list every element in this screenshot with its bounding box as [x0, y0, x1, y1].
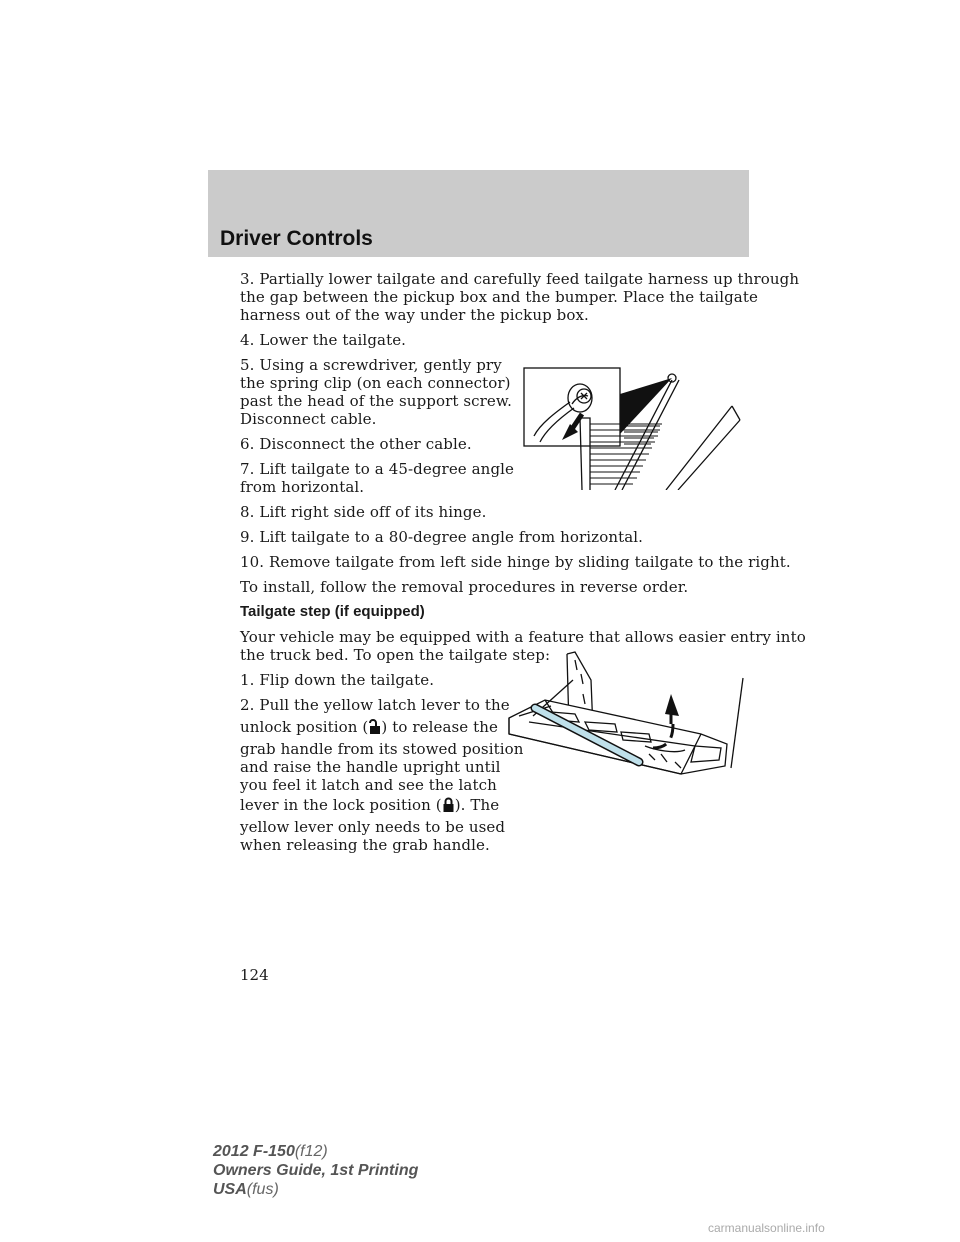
step-2-line-4: and raise the handle upright until: [240, 758, 501, 776]
page-number: 124: [240, 966, 269, 984]
step-3-line-2: the gap between the pickup box and the bumper. Place the tailgate: [240, 288, 758, 306]
footer-line-2: [213, 1161, 418, 1180]
step-2-line-3: grab handle from its stowed position: [240, 740, 524, 758]
step-8: 8. Lift right side off of its hinge.: [240, 503, 487, 521]
step-4: 4. Lower the tailgate.: [240, 331, 407, 349]
step-3-line-1: 3. Partially lower tailgate and carefully feed tailgate harness up through: [240, 270, 800, 288]
footer-model-code: (f12): [294, 1143, 328, 1160]
step-2-line-8: when releasing the grab handle.: [240, 836, 490, 854]
footer-model: 2012 F-150: [213, 1143, 295, 1160]
step-2-line-5: you feel it latch and see the latch: [240, 776, 497, 794]
install-note: To install, follow the removal procedures in reverse order.: [240, 578, 689, 596]
step-5-line-3: past the head of the support screw.: [240, 392, 512, 410]
intro-line-1: Your vehicle may be equipped with a feature that allows easier entry into: [240, 628, 806, 646]
step-2-line-7: yellow lever only needs to be used: [240, 818, 506, 836]
unlock-icon: [368, 719, 381, 734]
section-title: Tailgate step (if equipped): [240, 603, 425, 620]
unlock-text-after: ) to release the: [381, 718, 498, 736]
footer-line-3: [213, 1180, 418, 1199]
lock-text-after: ). The: [454, 796, 500, 814]
step-1-flip: 1. Flip down the tailgate.: [240, 671, 435, 689]
tailgate-step-illustration: [505, 650, 750, 782]
step-9: 9. Lift tailgate to a 80-degree angle from horizontal.: [240, 528, 644, 546]
step-5-line-4: Disconnect cable.: [240, 410, 377, 428]
footer-line-1: [213, 1142, 418, 1161]
step-5-line-2: the spring clip (on each connector): [240, 374, 511, 392]
unlock-text-before: unlock position (: [240, 718, 369, 736]
step-6: 6. Disconnect the other cable.: [240, 435, 472, 453]
footer-guide: Owners Guide, 1st Printing: [213, 1162, 419, 1179]
print-footer: [213, 1142, 418, 1199]
step-7-line-2: from horizontal.: [240, 478, 365, 496]
intro-line-2: the truck bed. To open the tailgate step:: [240, 646, 551, 664]
lock-icon: [442, 797, 455, 812]
section-header-band: [208, 170, 749, 257]
step-2-line-1: 2. Pull the yellow latch lever to the: [240, 696, 510, 714]
step-7-line-1: 7. Lift tailgate to a 45-degree angle: [240, 460, 515, 478]
section-header-title: Driver Controls: [220, 227, 373, 250]
watermark: carmanualsonline.info: [708, 1221, 825, 1235]
tailgate-cable-illustration: [520, 366, 742, 490]
step-10: 10. Remove tailgate from left side hinge by sliding tailgate to the right.: [240, 553, 791, 571]
step-3-line-3: harness out of the way under the pickup box.: [240, 306, 589, 324]
footer-market-code: (fus): [246, 1181, 279, 1198]
step-2-line-2: [240, 718, 498, 736]
lock-text-before: lever in the lock position (: [240, 796, 442, 814]
step-2-line-6: [240, 796, 499, 814]
step-5-line-1: 5. Using a screwdriver, gently pry: [240, 356, 502, 374]
footer-market: USA: [213, 1181, 247, 1198]
